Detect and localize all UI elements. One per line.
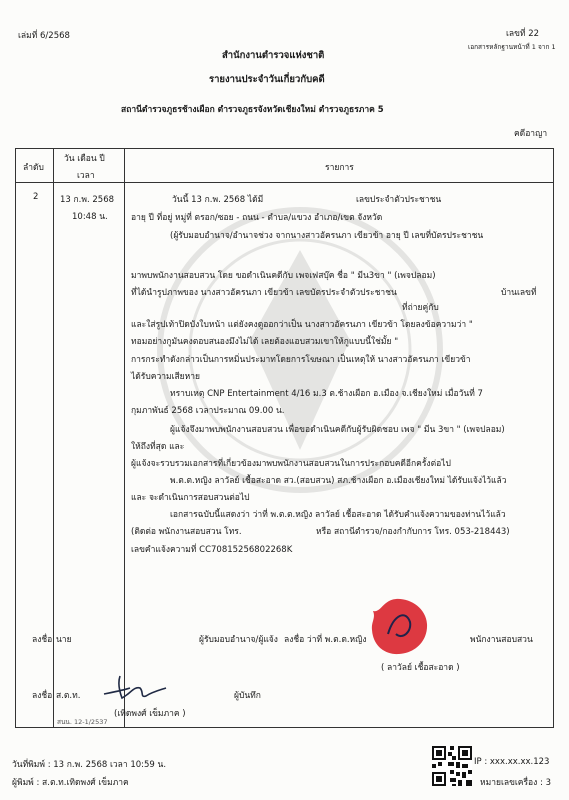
column-header-time: เวลา bbox=[77, 171, 95, 181]
body-line: ให้ถึงที่สุด และ bbox=[131, 442, 185, 452]
body-line: กุมภาพันธ์ 2568 เวลาประมาณ 09.00 น. bbox=[131, 406, 285, 416]
document-number: เลขที่ 22 bbox=[506, 29, 540, 39]
recorder-signature bbox=[100, 672, 170, 702]
row-time: 10:48 น. bbox=[72, 212, 108, 222]
body-line: ผู้แจ้งจึงมาพบพนักงานสอบสวน เพื่อขอดำเนินคดีกับผู้รับผิดชอบ เพจ " มีน 3ขา " (เพจปลอม) bbox=[170, 425, 505, 435]
body-line: ทอมอย่างกูมันคงตอบสนองมึงไม่ได้ เลยต้องแอบสวมเขาให้กูแบบนี้ใช่มั้ย " bbox=[131, 337, 399, 347]
page-count: เอกสารหลักฐานหน้าที่ 1 จาก 1 bbox=[468, 43, 556, 51]
complaint-number: เลขคำแจ้งความที่ CC70815256802268K bbox=[131, 545, 293, 555]
body-line: พ.ต.ต.หญิง ลาวัลย์ เชื้อสะอาด สว.(สอบสวน) สภ.ช้างเผือก อ.เมืองเชียงใหม่ ได้รับแจ้งไว้แล้ว bbox=[170, 476, 507, 486]
organization-title: สำนักงานตำรวจแห่งชาติ bbox=[222, 50, 325, 61]
body-line: ได้รับความเสียหาย bbox=[131, 372, 201, 382]
recorder-role: ผู้บันทึก bbox=[234, 691, 261, 701]
recorder-name: (เทิดพงศ์ เข็มภาค ) bbox=[114, 709, 186, 719]
body-line: (ติดต่อ พนักงานสอบสวน โทร. bbox=[131, 527, 242, 537]
body-line: เอกสารฉบับนี้แสดงว่า ว่าที่ พ.ต.ต.หญิง ลาวัลย์ เชื้อสะอาด ได้รับคำแจ้งความของท่านไว้แล้ว bbox=[170, 510, 506, 520]
informant-role: ผู้รับมอบอำนาจ/ผู้แจ้ง bbox=[199, 635, 278, 645]
recorder-rank: ส.ต.ท. bbox=[56, 691, 81, 701]
book-number: เล่มที่ 6/2568 bbox=[18, 31, 70, 41]
column-header-date: วัน เดือน ปี bbox=[64, 154, 105, 164]
officer-role: พนักงานสอบสวน bbox=[470, 635, 533, 645]
body-line: มาพบพนักงานสอบสวน โดย ขอดำเนินคดีกับ เพจเฟสบุ๊ค ชื่อ " มีน3ขา " (เพจปลอม) bbox=[131, 271, 436, 281]
body-line: ผู้แจ้งจะรวบรวมเอกสารที่เกี่ยวข้องมาพบพนักงานสอบสวนในการประกอบคดีอีกครั้งต่อไป bbox=[131, 459, 451, 469]
row-sequence: 2 bbox=[33, 192, 39, 202]
form-code: สนน. 12-1/2537 bbox=[57, 718, 108, 726]
signature-label: ลงชื่อ bbox=[32, 635, 53, 645]
officer-signature-label: ลงชื่อ ว่าที่ พ.ต.ต.หญิง bbox=[284, 635, 367, 645]
body-line: หรือ สถานีตำรวจ/กองกำกับการ โทร. 053-218443) bbox=[316, 527, 510, 537]
header-divider bbox=[15, 182, 554, 183]
body-line: และใส่รูปเท้าปิดบังใบหน้า แต่ยังคงดูออกว่าเป็น นางสาวอัครนภา เขียวข้า โดยลงข้อความว่า " bbox=[131, 320, 473, 330]
printed-on: วันที่พิมพ์ : 13 ก.พ. 2568 เวลา 10:59 น. bbox=[12, 760, 167, 770]
case-type: คดีอาญา bbox=[514, 129, 548, 139]
body-line: และ จะดำเนินการสอบสวนต่อไป bbox=[131, 493, 250, 503]
column-header-seq: ลำดับ bbox=[23, 163, 44, 173]
body-line: (ผู้รับมอบอำนาจ/อำนาจช่วง จากนางสาวอัครนภา เขียวข้า อายุ ปี เลขที่บัตรประชาชน bbox=[170, 231, 484, 241]
officer-name: ( ลาวัลย์ เชื้อสะอาด ) bbox=[381, 663, 460, 673]
body-line: ที่ถ่ายคู่กับ bbox=[402, 303, 439, 313]
body-line: ที่ได้นำรูปภาพของ นางสาวอัครนภา เขียวข้า เลขบัตรประจำตัวประชาชน bbox=[131, 288, 397, 298]
informant-title: นาย bbox=[56, 635, 72, 645]
report-title: รายงานประจำวันเกี่ยวกับคดี bbox=[209, 74, 325, 85]
body-line: เลขประจำตัวประชาชน bbox=[356, 195, 442, 205]
column-header-items: รายการ bbox=[325, 163, 354, 173]
body-line: บ้านเลขที่ bbox=[501, 288, 537, 298]
qr-code bbox=[432, 746, 472, 786]
station-line: สถานีตำรวจภูธรช้างเผือก ตำรวจภูธรจังหวัดเชียงใหม่ ตำรวจภูธรภาค 5 bbox=[121, 105, 384, 115]
body-line: การกระทำดังกล่าวเป็นการหมิ่นประมาทโดยการโฆษณา เป็นเหตุให้ นางสาวอัครนภา เขียวข้า bbox=[131, 355, 471, 365]
body-line: ทราบเหตุ CNP Entertainment 4/16 ม.3 ต.ช้างเผือก อ.เมือง จ.เชียงใหม่ เมื่อวันที่ 7 bbox=[170, 389, 483, 399]
body-line: อายุ ปี ที่อยู่ หมู่ที่ ตรอก/ซอย - ถนน - ตำบล/แขวง อำเภอ/เขต จังหวัด bbox=[131, 213, 383, 223]
red-seal bbox=[368, 596, 430, 656]
column-divider bbox=[53, 148, 54, 728]
body-line: วันนี้ 13 ก.พ. 2568 ได้มี bbox=[172, 195, 264, 205]
ip-address: IP : xxx.xx.xx.123 bbox=[474, 757, 550, 767]
printed-by: ผู้พิมพ์ : ส.ต.ท.เทิดพงศ์ เข็มภาค bbox=[12, 778, 129, 788]
row-date: 13 ก.พ. 2568 bbox=[60, 195, 115, 205]
signature-label: ลงชื่อ bbox=[32, 691, 53, 701]
column-divider bbox=[124, 148, 125, 728]
machine-number: หมายเลขเครื่อง : 3 bbox=[480, 778, 551, 788]
